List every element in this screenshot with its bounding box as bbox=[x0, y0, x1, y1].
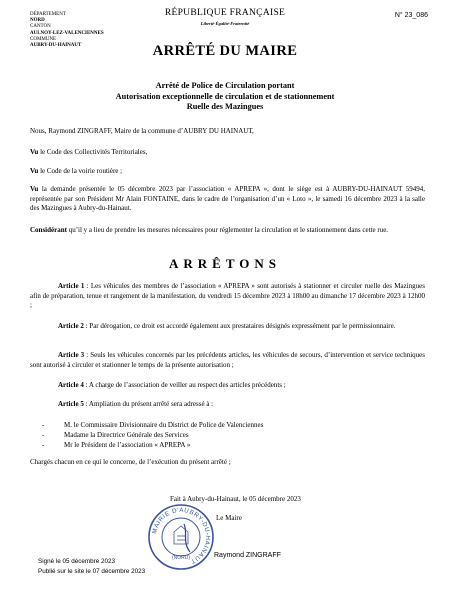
official-seal bbox=[146, 502, 216, 572]
vu-label: Vu bbox=[30, 148, 39, 156]
considerant-text: qu’il y a lieu de prendre les mesures nécessaires pour réglementer la circulation et le stationnement dans cette rue. bbox=[66, 226, 389, 234]
signer-name: Raymond ZINGRAFF bbox=[214, 552, 281, 559]
closing-paragraph: Chargés chacun en ce qui le concerne, de l’exécution du présent arrêté ; bbox=[30, 458, 231, 466]
decree-subtitle bbox=[60, 81, 390, 113]
recipient-text: M. le Commissaire Divisionnaire du District de Police de Valenciennes bbox=[64, 421, 264, 429]
vu-label: Vu bbox=[30, 167, 39, 175]
vu-label: Vu bbox=[30, 185, 39, 193]
republic-title: RÉPUBLIQUE FRANÇAISE bbox=[164, 8, 286, 18]
arretons-heading: ARRÊTONS bbox=[168, 256, 281, 271]
article-5 bbox=[30, 400, 425, 410]
vu-text: le Code de la voirie routière ; bbox=[38, 167, 123, 175]
subtitle-line: Autorisation exceptionnelle de circulation et de stationnement bbox=[115, 91, 335, 101]
considerant-paragraph bbox=[30, 226, 425, 236]
signed-date: Signé le 05 décembre 2023 bbox=[38, 558, 116, 565]
recipient-text: Madame la Directrice Générale des Services bbox=[64, 431, 189, 439]
subtitle-line: Arrêté de Police de Circulation portant bbox=[155, 81, 295, 90]
subtitle-line: Ruelle des Mazingues bbox=[186, 102, 264, 111]
article-label: Article 4 bbox=[58, 381, 84, 389]
considerant-label: Considérant bbox=[30, 226, 67, 234]
vu-text: la demande présentée le 05 décembre 2023 par l’association « APREPA », dont le siège est à AUBRY-DU-HAINAUT 59494, représentée par son Président Mr Alain FONTAINE, dans le cadre de l’organisation d’un « Loto », le samedi 16 décembre 2023 à la salle des Mazingues à Aubry-du-Hainaut. bbox=[30, 185, 425, 213]
republic-header bbox=[140, 8, 310, 26]
article-label: Article 5 bbox=[58, 400, 84, 408]
recipient-list bbox=[42, 420, 422, 450]
header-line: AUBRY-DU-HAINAUT bbox=[30, 43, 82, 49]
article-text: : Par dérogation, ce droit est accordé également aux prestataires désignés expressément par le permissionnaire. bbox=[83, 322, 396, 330]
vu-text: le Code des Collectivités Territoriales, bbox=[38, 148, 148, 156]
list-item: - M. le Commissaire Divisionnaire du District de Police de Valenciennes bbox=[42, 421, 264, 429]
article-text: : Seuls les véhicules concernés par les précédents articles, les véhicules de secours, d’intervention et service techniques sont autorisé à circuler et stationner le temps de la présente autorisation ; bbox=[30, 351, 425, 369]
article-3 bbox=[30, 351, 425, 370]
article-label: Article 1 bbox=[58, 282, 85, 290]
recipient-text: Mr le Président de l’association « APREPA » bbox=[64, 441, 191, 449]
article-4 bbox=[30, 381, 425, 391]
article-2 bbox=[30, 322, 425, 332]
article-label: Article 2 bbox=[58, 322, 84, 330]
article-label: Article 3 bbox=[58, 351, 85, 359]
decree-reference: N° 23_086 bbox=[394, 12, 428, 19]
header-line: DÉPARTEMENT bbox=[30, 12, 66, 17]
vu-paragraph bbox=[30, 185, 425, 214]
header-line: CANTON bbox=[30, 24, 51, 30]
page-title: ARRÊTÉ DU MAIRE bbox=[152, 43, 298, 59]
vu-paragraph bbox=[30, 148, 425, 158]
svg-text:MAIRIE D'AUBRY-DU-HAINAUT: MAIRIE D'AUBRY-DU-HAINAUT bbox=[151, 506, 212, 565]
republic-motto: Liberté-Égalité-Fraternité bbox=[200, 21, 250, 26]
article-text: : A charge de l’association de veiller au respect des articles précédents ; bbox=[83, 381, 286, 389]
svg-text:(NORD): (NORD) bbox=[171, 555, 191, 561]
signature-role: Le Maire bbox=[216, 514, 242, 522]
header-line: COMMUNE bbox=[30, 36, 57, 42]
list-item: - Mr le Président de l’association « APREPA » bbox=[42, 441, 191, 449]
published-date: Publié sur le site le 07 décembre 2023 bbox=[38, 568, 146, 575]
vu-paragraph bbox=[30, 167, 425, 177]
intro-paragraph: Nous, Raymond ZINGRAFF, Maire de la commune d’AUBRY DU HAINAUT, bbox=[30, 127, 254, 135]
article-text: : Ampliation du présent arrêté sera adressé à : bbox=[83, 400, 214, 408]
header-line: NORD bbox=[30, 18, 45, 24]
signature-place-date: Fait à Aubry-du-Hainaut, le 05 décembre 2023 bbox=[170, 495, 301, 503]
list-item: - Madame la Directrice Générale des Services bbox=[42, 431, 189, 439]
header-line: AULNOY-LEZ-VALENCIENNES bbox=[30, 30, 104, 36]
article-text: : Les véhicules des membres de l’association « APREPA » sont autorisés à stationner et circuler ruelle des Mazingues afin de préparation, tenue et rangement de la manifestation, du vendredi 15 décembre 2023 à 18h00 au dimanche 17 décembre 2023 à 12h00 ; bbox=[30, 282, 425, 310]
article-1 bbox=[30, 282, 425, 311]
